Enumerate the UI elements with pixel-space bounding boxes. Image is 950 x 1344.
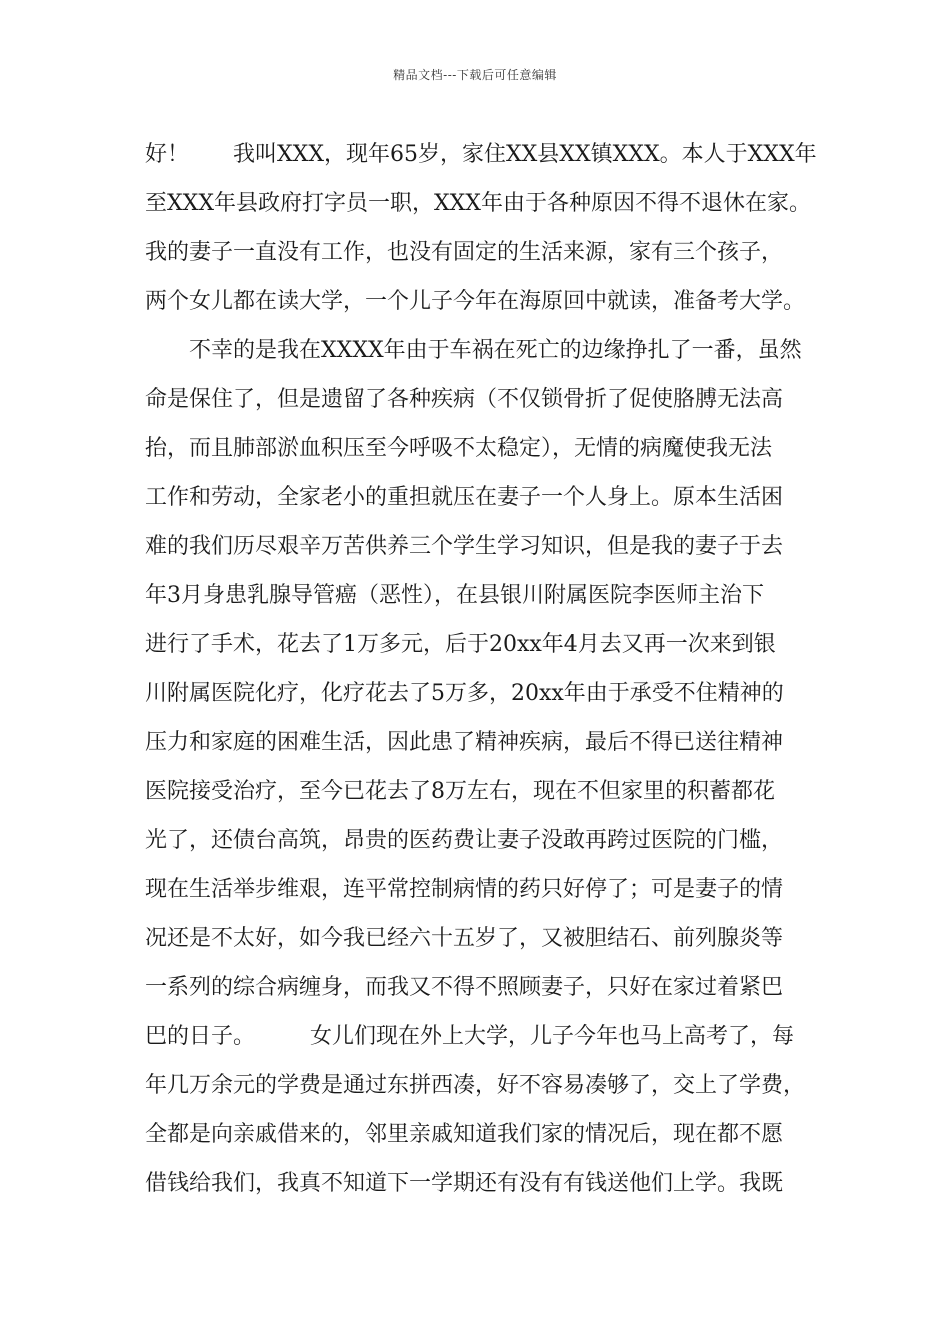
text-line: 现在生活举步维艰，连平常控制病情的药只好停了；可是妻子的情 — [145, 877, 784, 902]
text-line: 我的妻子一直没有工作，也没有固定的生活来源，家有三个孩子， — [145, 240, 784, 265]
text-line: 压力和家庭的困难生活，因此患了精神疾病，最后不得已送往精神 — [145, 730, 784, 755]
text-line: 川附属医院化疗，化疗花去了5万多，20xx年由于承受不住精神的 — [145, 681, 784, 706]
page-header: 精品文档---下载后可任意编辑 — [393, 68, 557, 82]
text-line: 难的我们历尽艰辛万苦供养三个学生学习知识，但是我的妻子于去 — [145, 534, 784, 559]
text-line: 一系列的综合病缠身，而我又不得不照顾妻子，只好在家过着紧巴 — [145, 975, 784, 1000]
text-line: 好！ 我叫XXX，现年65岁，家住XX县XX镇XXX。本人于XXX年 — [145, 142, 817, 167]
document-body — [145, 130, 825, 1208]
text-line: 年几万余元的学费是通过东拼西凑，好不容易凑够了，交上了学费， — [145, 1073, 806, 1098]
text-line: 医院接受治疗，至今已花去了8万左右，现在不但家里的积蓄都花 — [145, 779, 775, 804]
text-line: 工作和劳动，全家老小的重担就压在妻子一个人身上。原本生活困 — [145, 485, 784, 510]
text-line: 抬，而且肺部淤血积压至今呼吸不太稳定），无情的病魔使我无法 — [145, 436, 773, 461]
text-line: 至XXX年县政府打字员一职，XXX年由于各种原因不得不退休在家。 — [145, 191, 811, 216]
text-line: 况还是不太好，如今我已经六十五岁了，又被胆结石、前列腺炎等 — [145, 926, 784, 951]
text-line: 全都是向亲戚借来的，邻里亲戚知道我们家的情况后，现在都不愿 — [145, 1122, 784, 1147]
text-line: 两个女儿都在读大学，一个儿子今年在海原回中就读，准备考大学。 — [145, 289, 806, 314]
text-line: 借钱给我们，我真不知道下一学期还有没有有钱送他们上学。我既 — [145, 1171, 784, 1196]
text-line: 年3月身患乳腺导管癌（恶性），在县银川附属医院李医师主治下 — [145, 583, 764, 608]
text-line: 光了，还债台高筑，昂贵的医药费让妻子没敢再跨过医院的门槛， — [145, 828, 784, 853]
text-line: 进行了手术，花去了1万多元，后于20xx年4月去又再一次来到银 — [145, 632, 776, 657]
text-line: 巴的日子。 女儿们现在外上大学，儿子今年也马上高考了，每 — [145, 1024, 795, 1049]
text-line: 命是保住了，但是遗留了各种疾病（不仅锁骨折了促使胳膊无法高 — [145, 387, 784, 412]
text-line: 不幸的是我在XXXX年由于车祸在死亡的边缘挣扎了一番，虽然 — [145, 338, 802, 363]
